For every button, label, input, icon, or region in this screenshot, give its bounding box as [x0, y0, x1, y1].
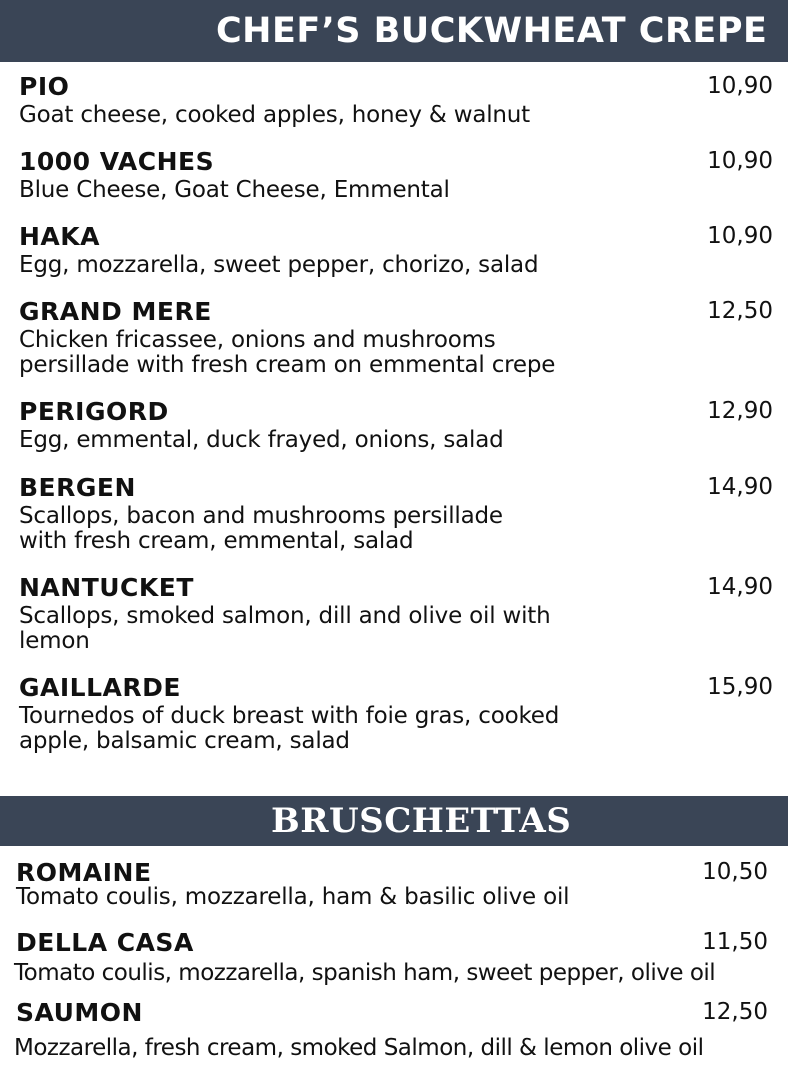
item-description: Scallops, bacon and mushrooms persillade [19, 503, 503, 529]
item-price: 14,90 [707, 574, 773, 600]
item-description: Tomato coulis, mozzarella, ham & basilic olive oil [16, 884, 570, 910]
item-name: SAUMON [16, 998, 143, 1027]
item-description: Egg, mozzarella, sweet pepper, chorizo, salad [19, 252, 539, 278]
item-name: NANTUCKET [19, 573, 194, 602]
item-price: 12,90 [707, 398, 773, 424]
crepe-section-title: CHEF’S BUCKWHEAT CREPE [216, 11, 768, 51]
item-price: 10,90 [707, 148, 773, 174]
item-name: 1000 VACHES [19, 147, 215, 176]
item-price: 10,90 [707, 223, 773, 249]
item-price: 10,90 [707, 73, 773, 99]
item-name: GRAND MERE [19, 297, 212, 326]
item-price: 12,50 [702, 999, 768, 1025]
item-description: Egg, emmental, duck frayed, onions, salad [19, 427, 504, 453]
item-price: 15,90 [707, 674, 773, 700]
crepe-section-header [0, 0, 788, 62]
item-description: Tomato coulis, mozzarella, spanish ham, sweet pepper, olive oil [14, 960, 716, 986]
item-description: Goat cheese, cooked apples, honey & walnut [19, 102, 530, 128]
item-price: 11,50 [702, 929, 768, 955]
item-description: Scallops, smoked salmon, dill and olive oil with [19, 603, 551, 629]
item-name: ROMAINE [16, 858, 152, 887]
item-description-line2: lemon [19, 628, 90, 654]
item-description: Mozzarella, fresh cream, smoked Salmon, dill & lemon olive oil [14, 1035, 704, 1061]
bruschetta-section-title: BRUSCHETTAS [271, 801, 572, 841]
bruschetta-section-header [0, 796, 788, 846]
item-description-line2: persillade with fresh cream on emmental crepe [19, 352, 556, 378]
item-price: 14,90 [707, 474, 773, 500]
item-description: Blue Cheese, Goat Cheese, Emmental [19, 177, 450, 203]
item-name: PIO [19, 72, 70, 101]
item-description: Tournedos of duck breast with foie gras, cooked [19, 703, 560, 729]
item-price: 10,50 [702, 859, 768, 885]
item-name: PERIGORD [19, 397, 169, 426]
item-description-line2: apple, balsamic cream, salad [19, 728, 350, 754]
item-name: BERGEN [19, 473, 136, 502]
item-name: GAILLARDE [19, 673, 181, 702]
item-name: DELLA CASA [16, 928, 194, 957]
item-name: HAKA [19, 222, 100, 251]
item-description-line2: with fresh cream, emmental, salad [19, 528, 414, 554]
item-price: 12,50 [707, 298, 773, 324]
item-description: Chicken fricassee, onions and mushrooms [19, 327, 496, 353]
